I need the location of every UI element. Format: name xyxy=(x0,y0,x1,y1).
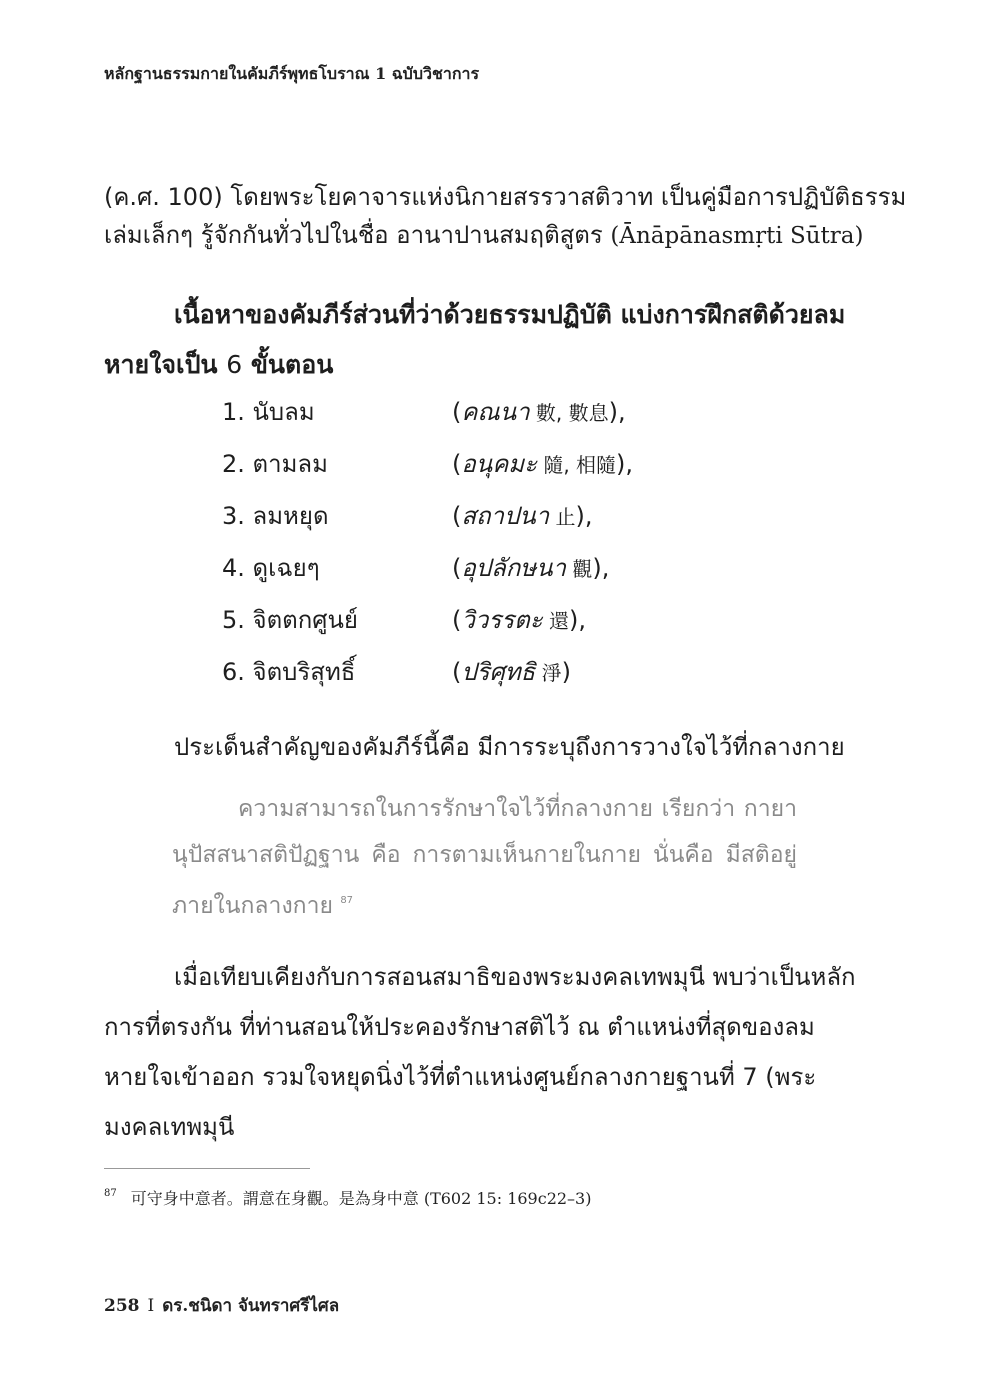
list-item xyxy=(222,600,633,652)
step-name: 3. ลมหยุด xyxy=(222,502,329,530)
step-name: 2. ตามลม xyxy=(222,450,328,478)
footnote-number: 87 xyxy=(104,1188,117,1199)
page-footer xyxy=(104,1292,339,1319)
quote-text: ความสามารถในการรักษาใจไว้ที่กลางกาย เรียกว่า กายานุปัสสนาสติปัฏฐาน คือ การตามเห็นกายในกาย นั่นคือ มีสติอยู่ภายในกลางกาย xyxy=(172,796,797,919)
list-item xyxy=(222,652,633,704)
heading-text-end: ขั้นตอน xyxy=(242,350,334,379)
footnote-reference[interactable]: 87 xyxy=(340,895,354,906)
block-quote xyxy=(172,786,797,929)
footnote-text: 可守身中意者。謂意在身觀。是為身中意 (T602 15: 169c22–3) xyxy=(130,1189,592,1208)
footer-separator: I xyxy=(147,1296,155,1316)
steps-list xyxy=(222,392,633,704)
author-name: ดร.ชนิดา จันทราศรีไศล xyxy=(162,1296,340,1316)
step-name: 4. ดูเฉยๆ xyxy=(222,554,320,582)
heading-text: เนื้อหาของคัมภีร์ส่วนที่ว่าด้วยธรรมปฏิบัติ แบ่งการฝึกสติด้วยลมหายใจเป็น xyxy=(104,300,846,379)
footnote-divider xyxy=(104,1168,310,1169)
step-term: (คณนา 數, 數息), xyxy=(452,398,626,426)
step-term: (สถาปนา 止), xyxy=(452,502,593,530)
list-item xyxy=(222,444,633,496)
step-name: 1. นับลม xyxy=(222,398,315,426)
paragraph-intro-line2 xyxy=(104,216,864,255)
step-term: (วิวรรตะ 還), xyxy=(452,606,586,634)
step-term: (อนุคมะ 隨, 相隨), xyxy=(452,450,634,478)
footnote xyxy=(104,1186,591,1209)
step-name: 6. จิตบริสุทธิ์ xyxy=(222,658,356,686)
heading-number: 6 xyxy=(226,350,243,379)
step-term: (อุปลักษนา 觀), xyxy=(452,554,610,582)
step-term: (ปริศุทธิ 淨) xyxy=(452,658,571,686)
paragraph-six-steps-heading xyxy=(104,290,861,390)
list-item xyxy=(222,548,633,600)
page-number: 258 xyxy=(104,1296,140,1316)
list-item xyxy=(222,496,633,548)
paragraph-key-point: ประเด็นสำคัญของคัมภีร์นี้คือ มีการระบุถึงการวางใจไว้ที่กลางกาย xyxy=(174,733,845,761)
paragraph-intro-line1: (ค.ศ. 100) โดยพระโยคาจารแห่งนิกายสรรวาสติวาท เป็นคู่มือการปฏิบัติธรรม xyxy=(104,183,907,211)
list-item xyxy=(222,392,633,444)
step-name: 5. จิตตกศูนย์ xyxy=(222,606,358,634)
sutra-title-latin: (Ānāpānasmṛti Sūtra) xyxy=(610,223,864,249)
running-header: หลักฐานธรรมกายในคัมภีร์พุทธโบราณ 1 ฉบับวิชาการ xyxy=(104,64,480,83)
paragraph-intro xyxy=(104,178,907,255)
paragraph-intro-line2-thai: เล่มเล็กๆ รู้จักกันทั่วไปในชื่อ อานาปานสมฤติสูตร xyxy=(104,221,611,249)
paragraph-comparison: เมื่อเทียบเคียงกับการสอนสมาธิของพระมงคลเทพมุนี พบว่าเป็นหลักการที่ตรงกัน ที่ท่านสอนให้ประคองรักษาสติไว้ ณ ตำแหน่งที่สุดของลมหายใจเข้าออก รวมใจหยุดนิ่งไว้ที่ตำแหน่งศูนย์กลางกายฐานที่ 7 (พระมงคลเทพมุนี xyxy=(104,963,856,1141)
